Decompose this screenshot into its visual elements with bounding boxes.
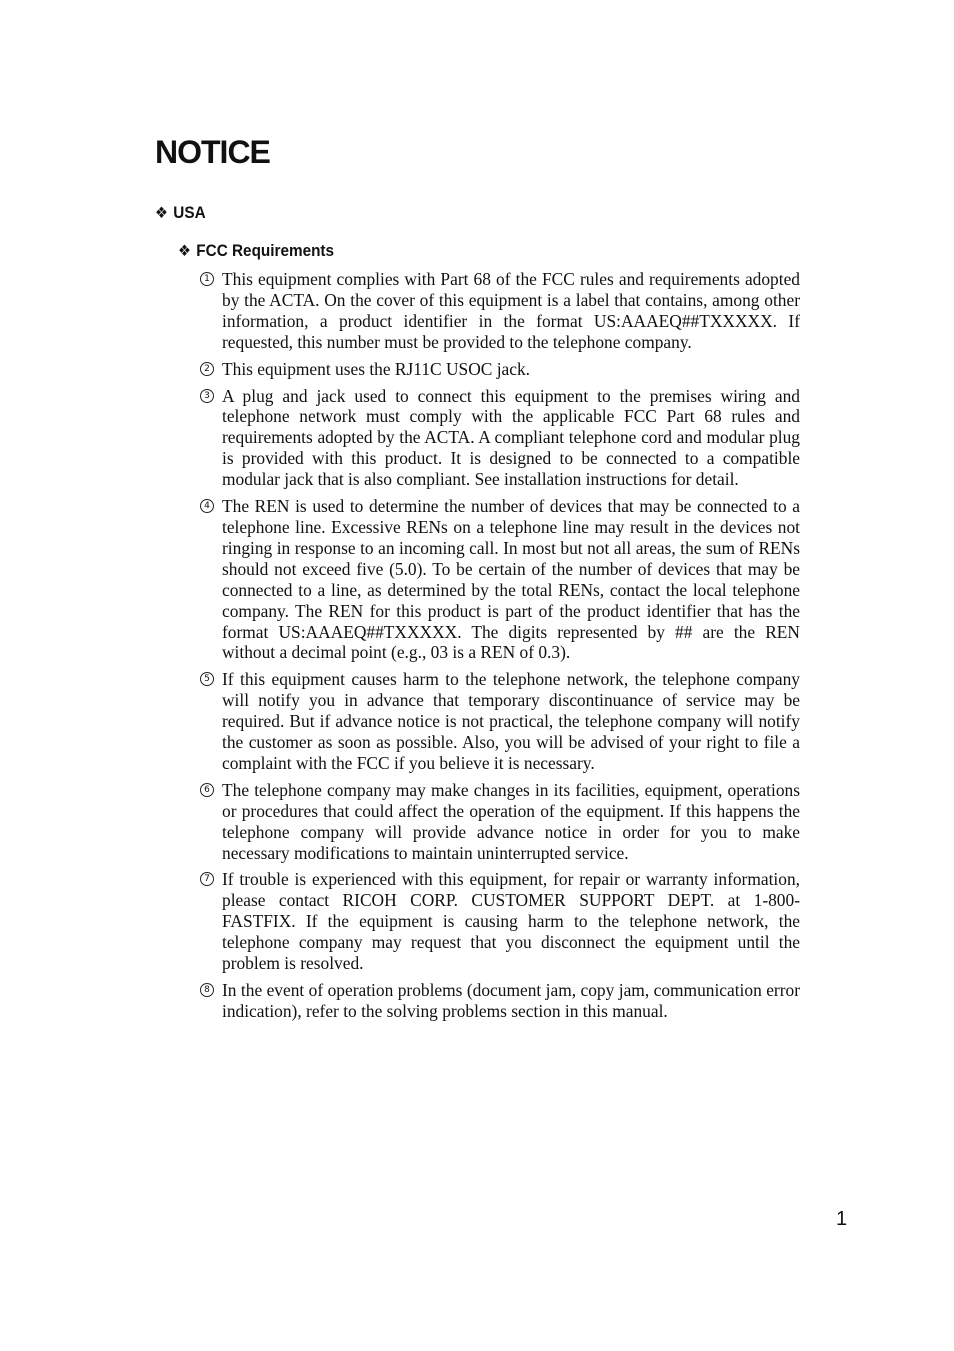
fcc-requirements-list [200, 269, 800, 1028]
list-item-text: The telephone company may make changes in its facilities, equipment, operations or procedures that could affect the operation of the equipment. If this happens the telephone company will provide advance notice in order for you to make necessary modifications to maintain uninterrupted service. [222, 779, 800, 863]
list-item-text: A plug and jack used to connect this equipment to the premises wiring and telephone network must comply with the applicable FCC Part 68 rules and requirements adopted by the ACTA. A compliant telephone cord and modular plug is provided with this product. It is designed to be connected to a compatible modular jack that is also compliant. See installation instructions for detail. [222, 385, 800, 490]
circled-number-icon: 8 [200, 983, 214, 997]
list-item [200, 780, 800, 864]
section-heading-label: USA [173, 203, 206, 222]
list-item-text: This equipment complies with Part 68 of the FCC rules and requirements adopted by the ACTA. On the cover of this equipment is a label that contains, among other information, a product identifier in the format US:AAAEQ##TXXXXX. If requested, this number must be provided to the telephone company. [222, 269, 800, 352]
circled-number-icon: 5 [200, 672, 214, 686]
circled-number-icon: 1 [200, 272, 214, 286]
list-item-text: The REN is used to determine the number of devices that may be connected to a telephone line. Excessive RENs on a telephone line may result in the devices not ringing in response to an incoming call. In most but not all areas, the sum of RENs should not exceed five (5.0). To be certain of the number of devices that may be connected to a line, as determined by the total RENs, contact the local telephone company. The REN for this product is part of the product identifier that has the format US:AAAEQ##TXXXXX. The digits represented by ## are the REN without a decimal point (e.g., 03 is a REN of 0.3). [222, 496, 800, 663]
diamond-bullet-icon: ❖ [178, 243, 191, 260]
list-item [200, 386, 800, 491]
list-item [200, 496, 800, 663]
list-item-text: If this equipment causes harm to the telephone network, the telephone company will notify you in advance that temporary discontinuance of service may be required. But if advance notice is not practical, the telephone company will notify the customer as soon as possible. Also, you will be advised of your right to file a complaint with the FCC if you believe it is necessary. [222, 669, 800, 773]
list-item [200, 869, 800, 974]
page-title: NOTICE [155, 134, 270, 170]
circled-number-icon: 2 [200, 362, 214, 376]
diamond-bullet-icon: ❖ [155, 205, 168, 222]
list-item-text: This equipment uses the RJ11C USOC jack. [222, 358, 531, 379]
list-item [200, 269, 800, 353]
section-heading-usa [155, 202, 206, 225]
circled-number-icon: 3 [200, 389, 214, 403]
subsection-heading-label: FCC Requirements [196, 241, 335, 260]
circled-number-icon: 6 [200, 783, 214, 797]
list-item-text: In the event of operation problems (document jam, copy jam, communication error indication), refer to the solving problems section in this manual. [222, 980, 800, 1021]
page-number: 1 [836, 1208, 848, 1230]
list-item-text: If trouble is experienced with this equipment, for repair or warranty information, please contact RICOH CORP. CUSTOMER SUPPORT DEPT. at 1-800-FASTFIX. If the equipment is causing harm to the telephone network, the telephone company may request that you disconnect the equipment until the problem is resolved. [222, 869, 800, 974]
subsection-heading-fcc-requirements [178, 240, 334, 263]
circled-number-icon: 7 [200, 872, 214, 886]
circled-number-icon: 4 [200, 499, 214, 513]
list-item [200, 980, 800, 1022]
list-item [200, 669, 800, 774]
list-item [200, 359, 800, 380]
